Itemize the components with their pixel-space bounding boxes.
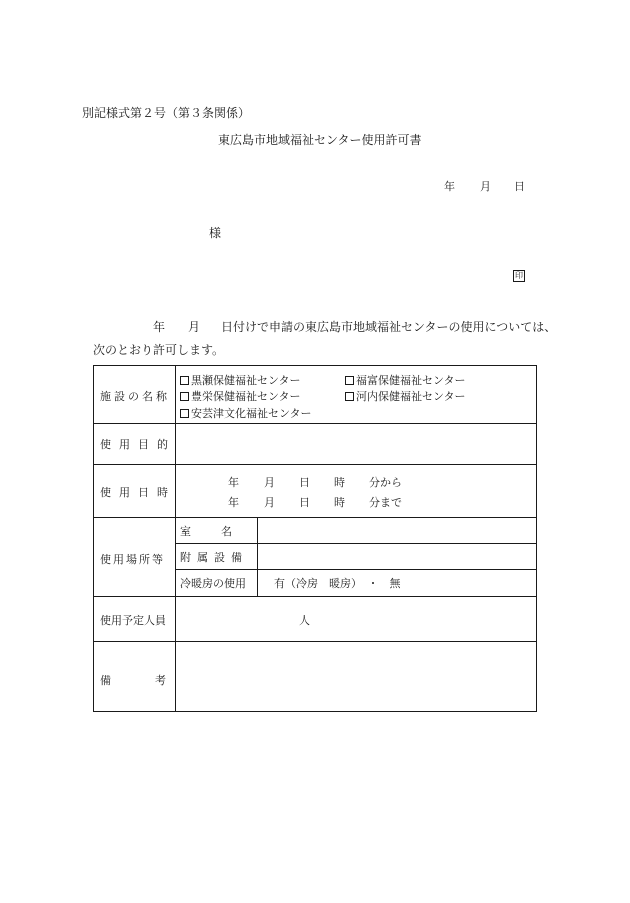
permit-form-table — [93, 365, 537, 712]
usage-datetime-label: 使用日時 — [100, 486, 176, 499]
facility-option-akitsu[interactable]: 安芸津文化福祉センター — [180, 405, 312, 421]
to-month: 月 — [264, 496, 275, 509]
intro-month: 月 — [188, 320, 201, 334]
checkbox-icon — [345, 376, 354, 385]
aircon-options[interactable]: 有（冷房 暖房） ・ 無 — [274, 577, 401, 590]
purpose-field[interactable] — [180, 428, 532, 460]
from-day: 日 — [299, 476, 310, 489]
row-divider-attendees — [94, 641, 536, 642]
label-column-divider — [175, 366, 176, 711]
row-divider-equipment — [175, 569, 536, 570]
form-number: 別記様式第２号（第３条関係） — [82, 106, 251, 120]
room-label: 室名 — [180, 525, 262, 538]
purpose-label: 使用目的 — [100, 438, 176, 451]
remarks-field[interactable] — [180, 646, 532, 706]
to-minute: 分まで — [369, 496, 402, 509]
to-day: 日 — [299, 496, 310, 509]
facility-label: 施設の名称 — [100, 390, 170, 403]
attendees-field[interactable] — [180, 602, 380, 634]
seal-mark: 印 — [515, 271, 523, 280]
checkbox-icon — [180, 392, 189, 401]
intro-line2: 次のとおり許可します。 — [93, 343, 225, 357]
place-label: 使用場所等 — [100, 553, 165, 566]
equipment-label: 附属設備 — [180, 551, 248, 564]
page-title: 東広島市地域福祉センター使用許可書 — [218, 133, 422, 147]
issue-date-day: 日 — [514, 180, 525, 193]
to-hour: 時 — [334, 496, 345, 509]
from-minute: 分から — [369, 476, 402, 489]
aircon-label: 冷暖房の使用 — [180, 577, 246, 590]
row-divider-facility — [94, 423, 536, 424]
facility-option-kouchi[interactable]: 河内保健福祉センター — [345, 388, 466, 404]
intro-year: 年 — [153, 320, 166, 334]
checkbox-icon — [345, 392, 354, 401]
issue-date-year: 年 — [444, 180, 455, 193]
to-year: 年 — [228, 496, 239, 509]
facility-option-fukutomi[interactable]: 福富保健福祉センター — [345, 372, 466, 388]
from-month: 月 — [264, 476, 275, 489]
row-divider-datetime — [94, 517, 536, 518]
checkbox-icon — [180, 409, 189, 418]
facility-option-toyosaka[interactable]: 豊栄保健福祉センター — [180, 388, 301, 404]
room-field[interactable] — [262, 520, 532, 540]
from-year: 年 — [228, 476, 239, 489]
facility-option-kurose[interactable]: 黒瀬保健福祉センター — [180, 372, 301, 388]
row-divider-purpose — [94, 464, 536, 465]
addressee-suffix: 様 — [209, 226, 222, 240]
attendees-unit: 人 — [299, 614, 310, 627]
equipment-field[interactable] — [262, 546, 532, 566]
attendees-label: 使用予定人員 — [100, 614, 166, 627]
row-divider-place — [94, 596, 536, 597]
from-hour: 時 — [334, 476, 345, 489]
issue-date-month: 月 — [480, 180, 491, 193]
remarks-label: 備考 — [100, 674, 210, 687]
intro-line1: 日付けで申請の東広島市地域福祉センターの使用については、 — [221, 320, 557, 334]
checkbox-icon — [180, 376, 189, 385]
row-divider-room — [175, 543, 536, 544]
